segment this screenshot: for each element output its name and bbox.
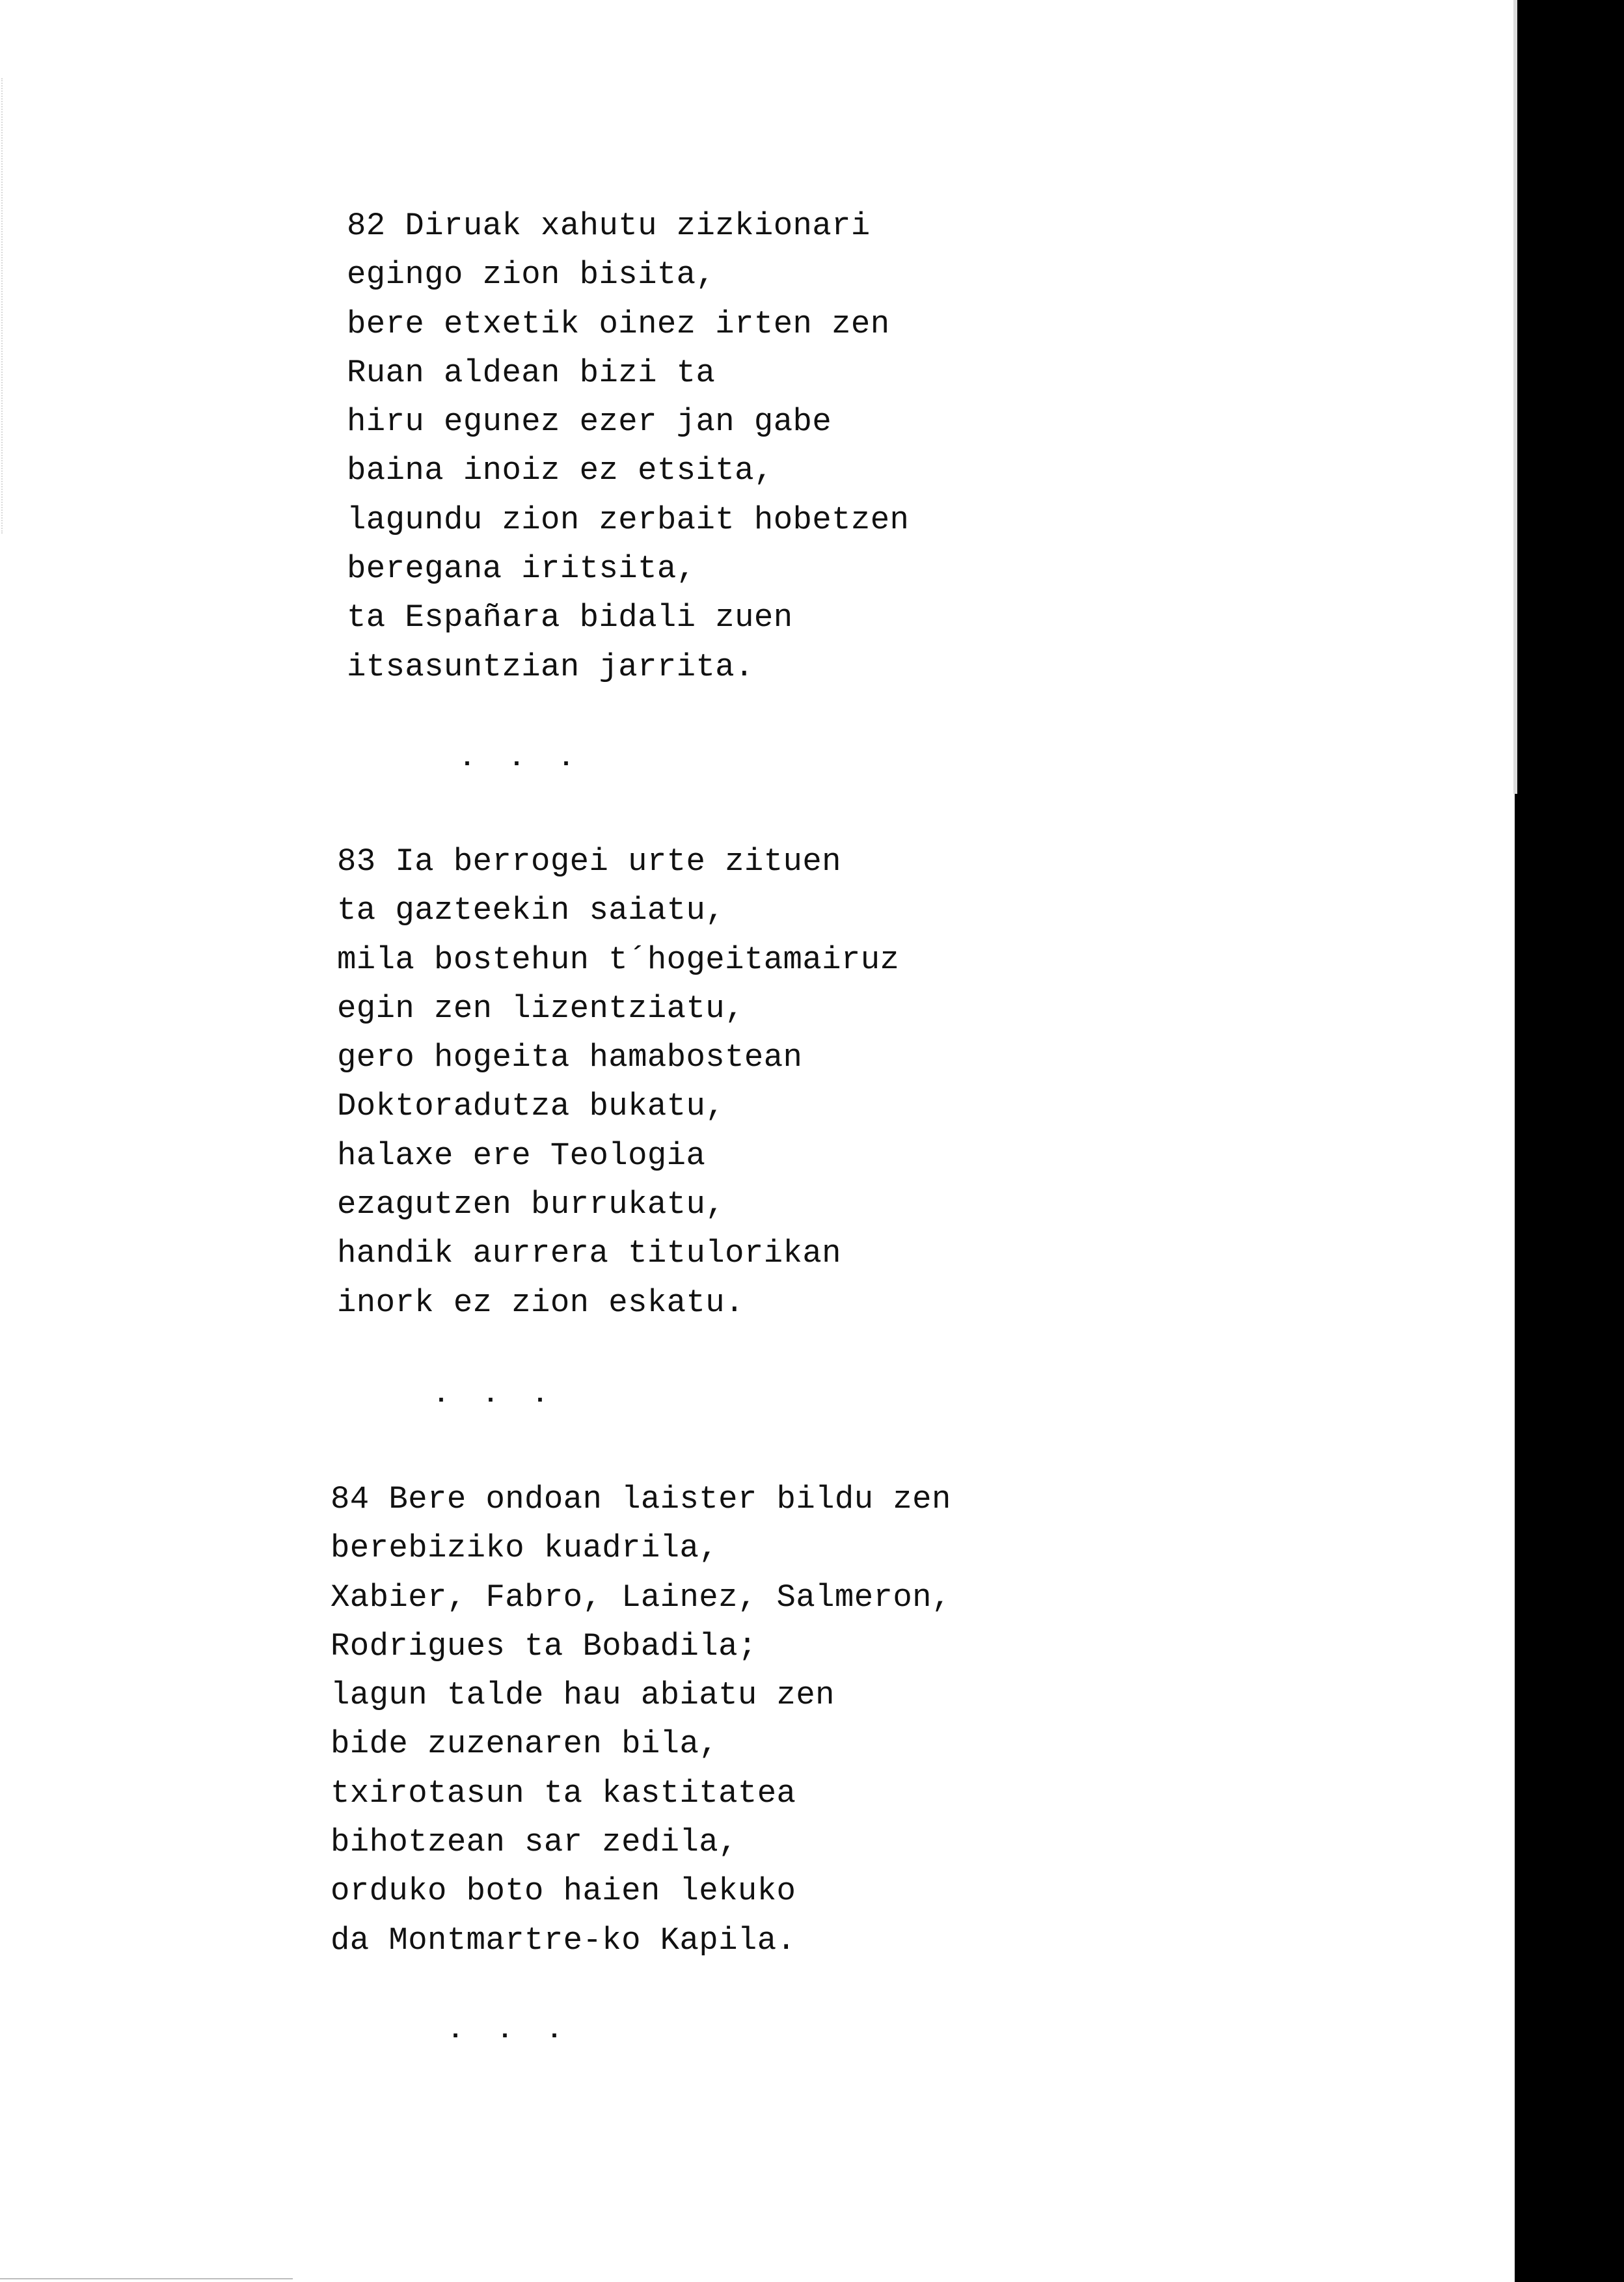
verse-line: lagundu zion zerbait hobetzen	[347, 501, 910, 538]
verse-line: gero hogeita hamabostean	[337, 1039, 803, 1076]
verse-line: da Montmartre-ko Kapila.	[331, 1922, 796, 1959]
verse-line: 82 Diruak xahutu zizkionari	[347, 208, 871, 244]
stanza-83	[337, 837, 899, 1327]
verse-line: bide zuzenaren bila,	[331, 1726, 719, 1763]
verse-line: egin zen lizentziatu,	[337, 990, 744, 1027]
verse-line: mila bostehun t´hogeitamairuz	[337, 941, 900, 978]
stanza-82	[347, 202, 909, 692]
verse-line: 83 Ia berrogei urte zituen	[337, 843, 841, 880]
verse-line: baina inoiz ez etsita,	[347, 452, 774, 489]
verse-line: berebiziko kuadrila,	[331, 1530, 719, 1567]
verse-line: ta gazteekin saiatu,	[337, 892, 725, 929]
verse-line: inork ez zion eskatu.	[337, 1284, 744, 1321]
verse-line: beregana iritsita,	[347, 550, 696, 588]
verse-line: Doktoradutza bukatu,	[337, 1088, 725, 1125]
verse-line: halaxe ere Teologia	[337, 1137, 706, 1174]
scan-edge-notch	[1513, 0, 1539, 794]
stanza-separator: . . .	[448, 2017, 572, 2046]
verse-line: handik aurrera titulorikan	[337, 1235, 841, 1272]
verse-line: txirotasun ta kastitatea	[331, 1774, 796, 1812]
verse-line: egingo zion bisita,	[347, 256, 716, 293]
verse-line: Rodrigues ta Bobadila;	[331, 1627, 757, 1664]
scan-edge-left	[1, 78, 4, 534]
verse-line: Xabier, Fabro, Lainez, Salmeron,	[331, 1579, 951, 1616]
verse-line: ta Españara bidali zuen	[347, 599, 793, 636]
verse-line: orduko boto haien lekuko	[331, 1873, 796, 1910]
verse-line: hiru egunez ezer jan gabe	[347, 403, 832, 441]
verse-line: 84 Bere ondoan laister bildu zen	[331, 1481, 951, 1517]
stanza-84	[331, 1475, 951, 1965]
stanza-separator: . . .	[433, 1381, 558, 1410]
scan-edge-bottom	[0, 2278, 293, 2279]
verse-line: ezagutzen burrukatu,	[337, 1186, 725, 1223]
verse-line: bihotzean sar zedila,	[331, 1824, 738, 1861]
verse-line: lagun talde hau abiatu zen	[331, 1677, 835, 1714]
stanza-separator: . . .	[459, 744, 584, 774]
verse-line: itsasuntzian jarrita.	[347, 648, 754, 685]
verse-line: bere etxetik oinez irten zen	[347, 305, 890, 342]
verse-line: Ruan aldean bizi ta	[347, 354, 716, 391]
